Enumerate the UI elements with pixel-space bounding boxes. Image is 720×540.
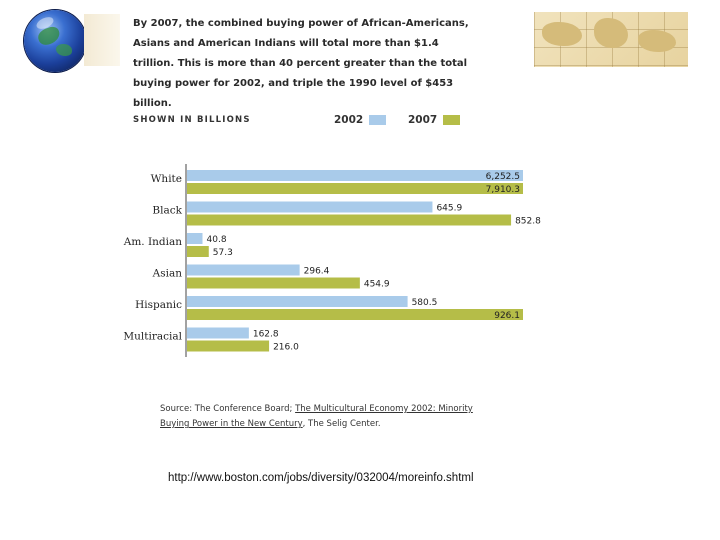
- data-label: 926.1: [494, 311, 520, 321]
- bar-2002: [187, 202, 432, 213]
- intro-paragraph: By 2007, the combined buying power of African-Americans, Asians and American Indians will total more than $1.4 trillion. This is more than 40 percent greater than the total buying power for 2002, and triple the 1990 level of $453 billion.: [133, 18, 469, 109]
- data-label: 162.8: [252, 329, 279, 340]
- category-label: Hispanic: [135, 299, 182, 311]
- bar-2002: [187, 265, 300, 276]
- data-label: 645.9: [436, 203, 463, 214]
- bar-2007: [187, 246, 209, 257]
- category-label: White: [150, 173, 182, 185]
- bar-2007: [187, 215, 511, 226]
- data-label: 216.0: [273, 342, 299, 353]
- category-label: Am. Indian: [123, 236, 182, 248]
- data-label: 296.4: [303, 266, 330, 277]
- data-label: 7,910.3: [485, 185, 520, 195]
- source-title: The Multicultural Economy 2002: Minority Buying Power in the New Century: [160, 404, 473, 429]
- source-suffix: , The Selig Center.: [302, 419, 381, 429]
- source-url: http://www.boston.com/jobs/diversity/032004/moreinfo.shtml: [168, 472, 474, 484]
- bar-2007: [187, 309, 523, 320]
- source-prefix: Source: The Conference Board;: [160, 404, 296, 414]
- category-label: Black: [152, 204, 182, 217]
- data-label: 454.9: [363, 279, 390, 290]
- bar-2007: [187, 278, 360, 289]
- data-label: 6,252.5: [485, 172, 520, 182]
- data-label: 852.8: [515, 216, 541, 227]
- data-label: 580.5: [411, 298, 438, 308]
- category-label: Asian: [152, 267, 182, 280]
- data-label: 57.3: [212, 248, 233, 258]
- legend-label-2002: 2002: [334, 114, 364, 126]
- bar-2002: [187, 328, 249, 339]
- legend-label-2007: 2007: [408, 114, 438, 126]
- bar-2007: [187, 341, 269, 352]
- bar-2002: [187, 233, 203, 244]
- category-label: Multiracial: [123, 330, 182, 343]
- data-label: 40.8: [206, 235, 227, 245]
- source-note: [160, 402, 490, 432]
- bar-2002: [187, 296, 408, 307]
- bar-2002: [187, 170, 523, 181]
- bar-2007: [187, 183, 523, 194]
- units-label: SHOWN IN BILLIONS: [133, 115, 251, 125]
